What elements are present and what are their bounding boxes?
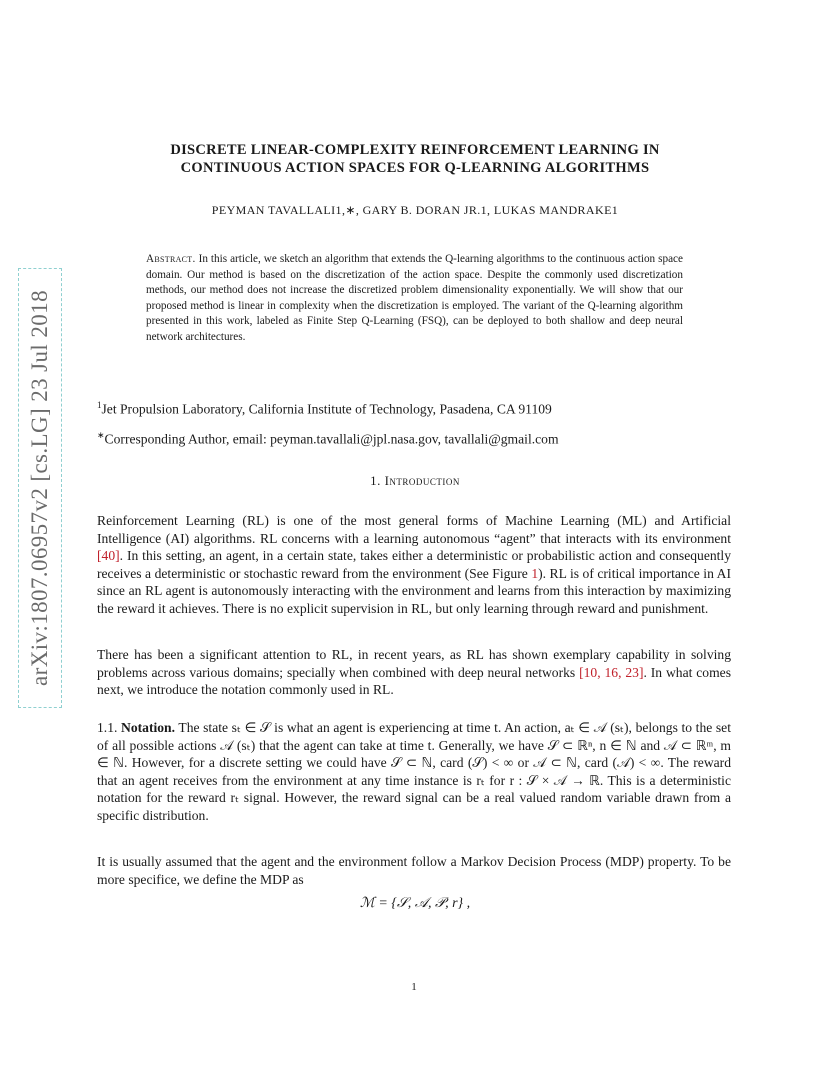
corresponding-text: Corresponding Author, email: peyman.tavallali@jpl.nasa.gov, tavallali@gmail.com bbox=[104, 431, 559, 447]
para1-text-c: ). RL is of critical importance in AI since an RL agent is autonomously interacting with the environment and learns from this interaction by maximizing the reward it achieves. There is no explicit supervision in RL, but only learning through reward and punishment. bbox=[97, 565, 731, 616]
subsection-number: 1.1. bbox=[97, 720, 118, 735]
title-line-2: CONTINUOUS ACTION SPACES FOR Q-LEARNING ALGORITHMS bbox=[180, 160, 650, 176]
para1-text-b: . In this setting, an agent, in a certain state, takes either a deterministic or probabilistic action and consequently receives a deterministic or stochastic reward from the environment (See Figure bbox=[97, 548, 731, 581]
affiliation bbox=[97, 400, 737, 418]
abstract-label: Abstract. bbox=[146, 253, 196, 265]
page-number: 1 bbox=[411, 981, 417, 993]
corresponding-author bbox=[97, 430, 737, 448]
abstract-text: In this article, we sketch an algorithm that extends the Q-learning algorithms to the continuous action space domain. Our method is based on the discretization of the action space. Despite the commonly used discretization methods, our method does not increase the discretized problem dimensionality exponentially. We will show that our proposed method is linear in complexity when the discretization is employed. The variant of the Q-learning algorithm presented in this work, labeled as Finite Step Q-Learning (FSQ), can be deployed to both shallow and deep neural network architectures. bbox=[146, 253, 683, 343]
mdp-equation: ℳ = {𝒮, 𝒜, 𝒫, r} , bbox=[359, 896, 471, 911]
notation-text: The state sₜ ∈ 𝒮 is what an agent is experiencing at time t. An action, aₜ ∈ 𝒜 (sₜ), belongs to the set of all possible actions 𝒜 (sₜ) that the agent can take at time t. Generally, we have 𝒮 ⊂ ℝⁿ, n ∈ ℕ and 𝒜 ⊂ ℝᵐ, m ∈ ℕ. However, for a discrete setting we could have 𝒮 ⊂ ℕ, card (𝒮) < ∞ or 𝒜 ⊂ ℕ, card (𝒜) < ∞. The reward that an agent receives from the environment at any time instance is rₜ for r : 𝒮 × 𝒜 → ℝ. This is a deterministic notation for the reward rₜ signal. However, the reward signal can be a real valued random variable drawn from a specific distribution. bbox=[97, 720, 731, 823]
intro-paragraph-2 bbox=[97, 646, 731, 699]
arxiv-stamp-text: arXiv:1807.06957v2 [cs.LG] 23 Jul 2018 bbox=[18, 268, 62, 708]
citation-link[interactable]: [10, 16, 23] bbox=[579, 664, 644, 680]
mdp-paragraph: It is usually assumed that the agent and the environment follow a Markov Decision Process (MDP) property. To be more specifice, we define the MDP as bbox=[97, 854, 731, 887]
para1-text-a: Reinforcement Learning (RL) is one of the most general forms of Machine Learning (ML) and Artificial Intelligence (AI) algorithms. RL concerns with a learning autonomous “agent” that interacts with its environment bbox=[97, 513, 731, 546]
affiliation-marker: 1 bbox=[97, 400, 102, 410]
para2-text-b: . In what comes next, we introduce the notation commonly used in RL. bbox=[97, 664, 731, 698]
para2-text-a: There has been a significant attention to RL, in recent years, as RL has shown exemplary capability in solving problems across various domains; specially when combined with deep neural networks bbox=[97, 647, 731, 680]
subsection-heading: Notation. bbox=[121, 720, 176, 735]
paper-title bbox=[100, 141, 730, 177]
intro-paragraph-1 bbox=[97, 512, 731, 618]
corresponding-marker: ∗ bbox=[97, 430, 105, 440]
arxiv-stamp bbox=[18, 268, 62, 708]
section-heading: 1. Introduction bbox=[370, 473, 460, 488]
affiliation-text: Jet Propulsion Laboratory, California Institute of Technology, Pasadena, CA 91109 bbox=[101, 401, 552, 417]
abstract bbox=[146, 252, 683, 346]
citation-link[interactable]: [40] bbox=[97, 548, 120, 564]
title-line-1: DISCRETE LINEAR-COMPLEXITY REINFORCEMENT LEARNING IN bbox=[170, 142, 660, 158]
figure-link[interactable]: 1 bbox=[531, 565, 539, 581]
author-list: PEYMAN TAVALLALI1,∗, GARY B. DORAN JR.1, LUKAS MANDRAKE1 bbox=[211, 203, 619, 217]
notation-paragraph bbox=[97, 719, 731, 825]
